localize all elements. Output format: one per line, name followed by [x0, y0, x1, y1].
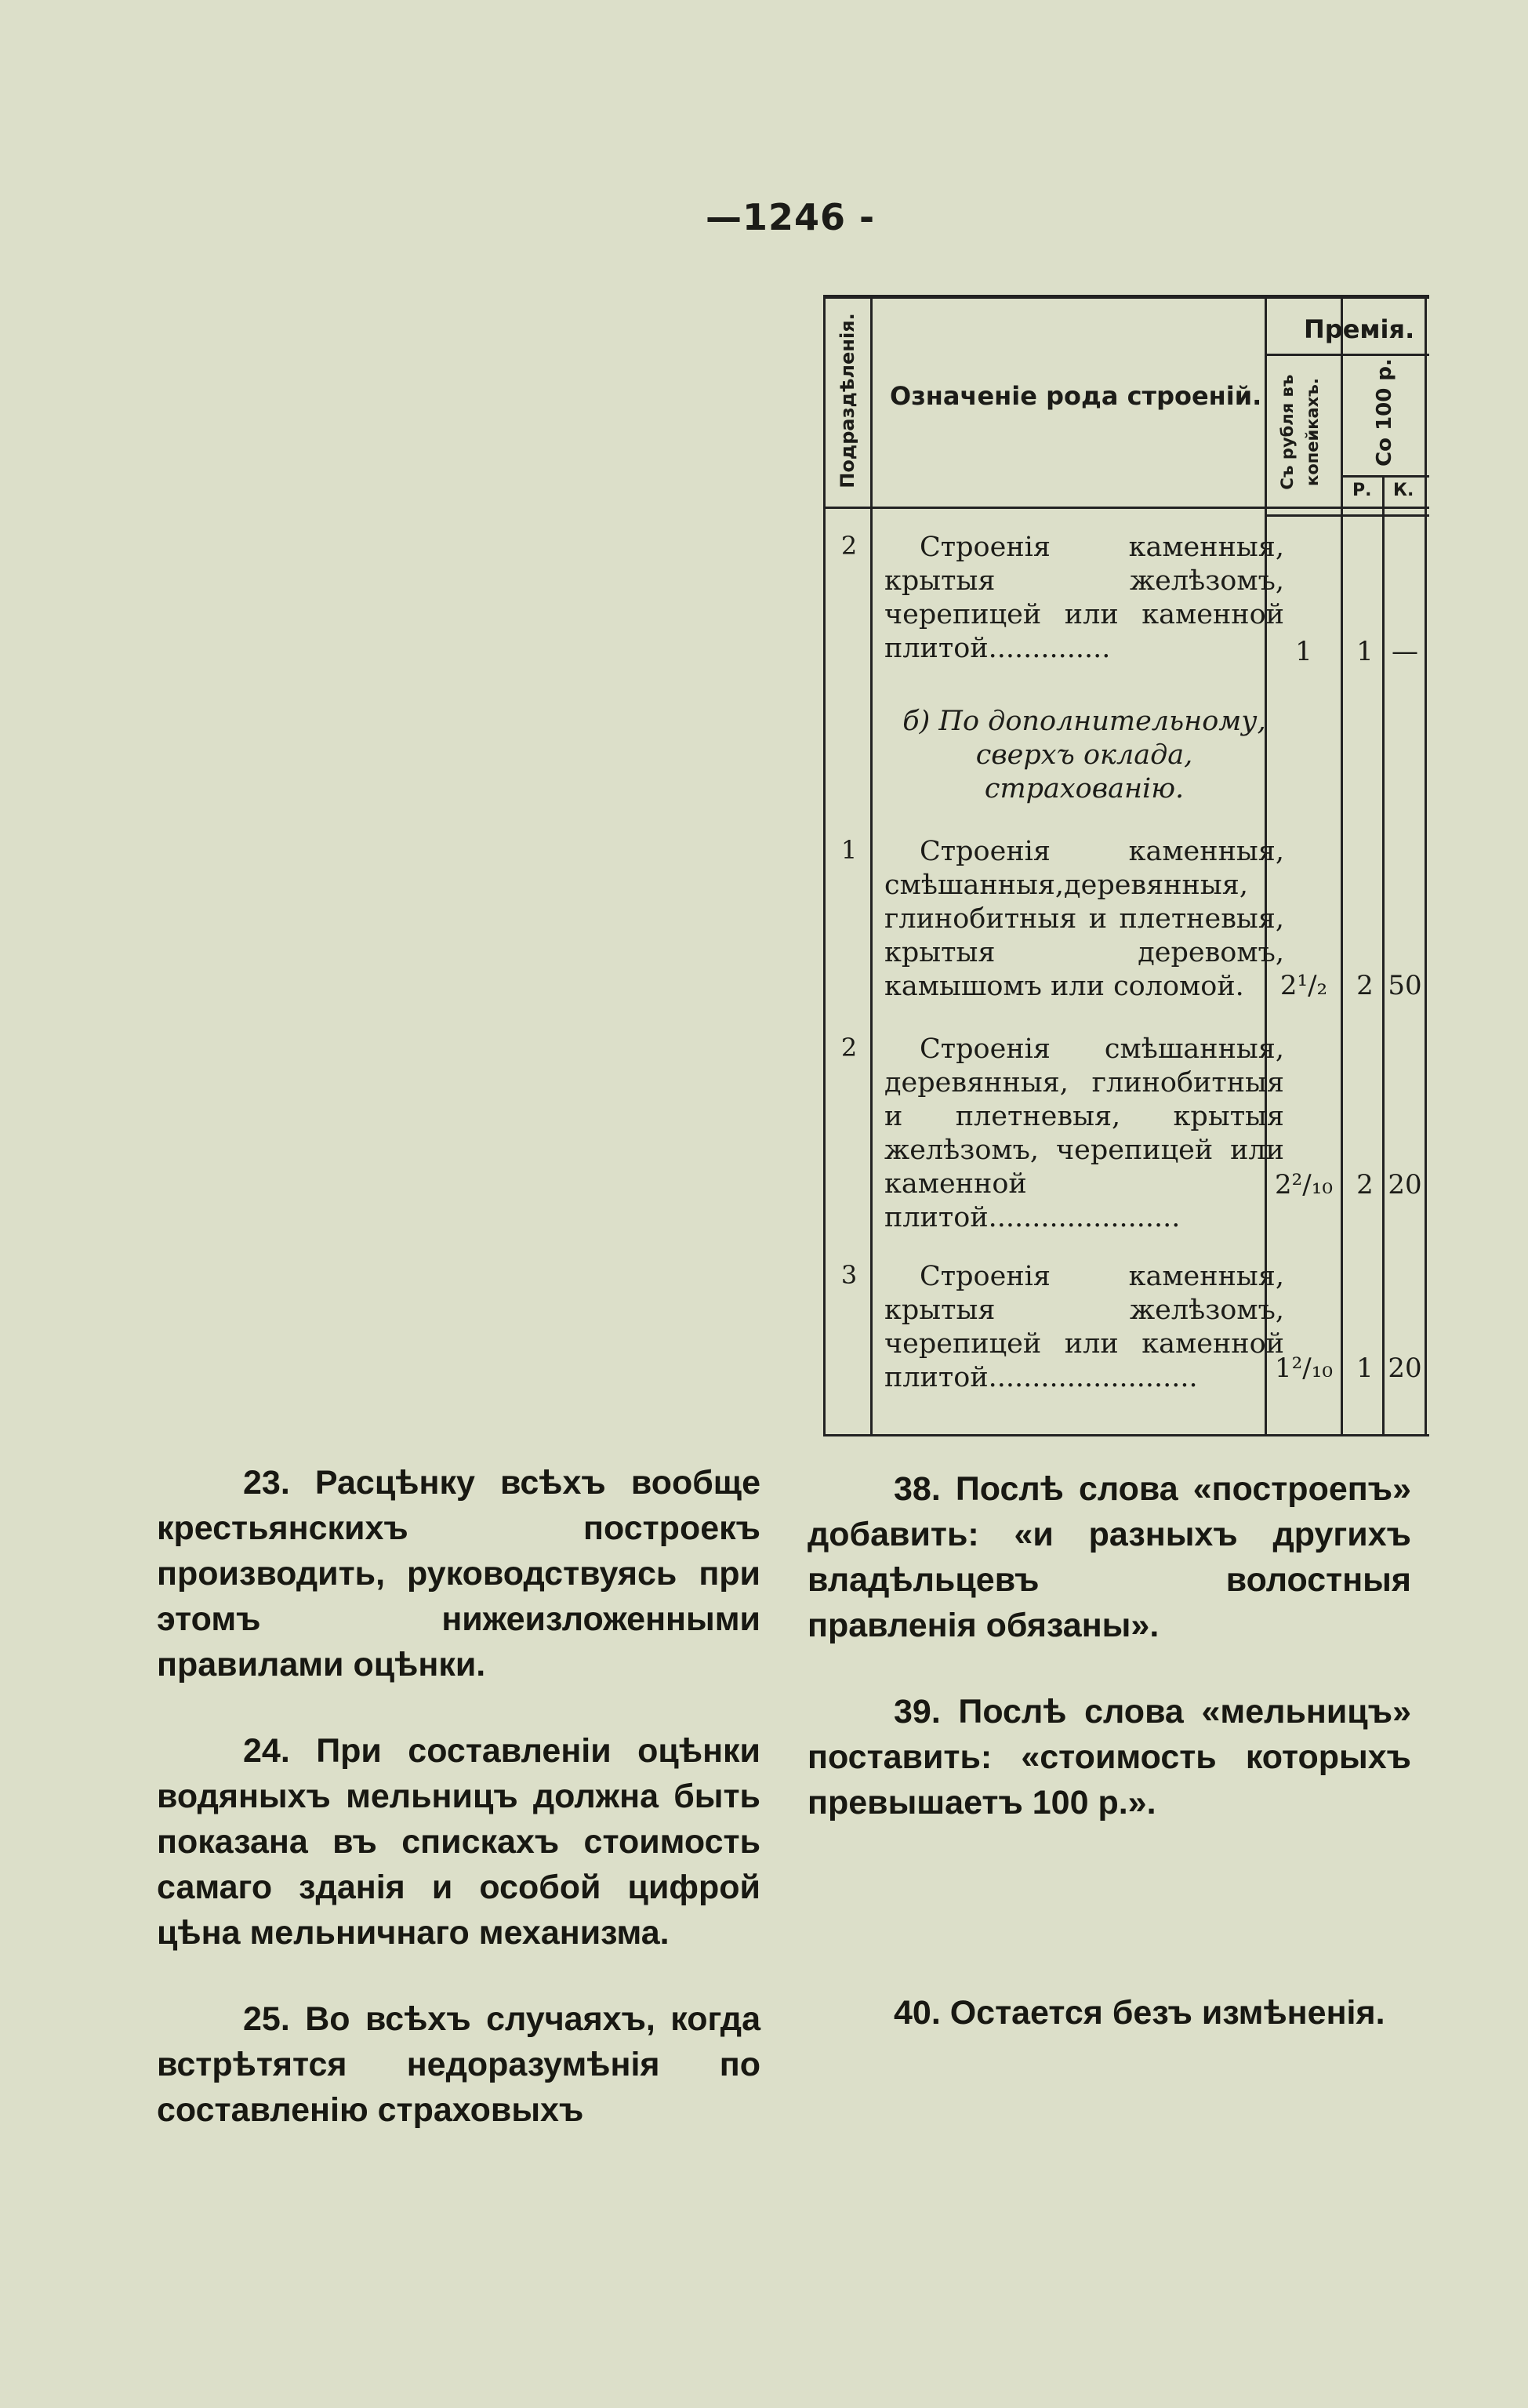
- article-38: 38. Послѣ слова «построепъ» добавить: «и разныхъ другихъ владѣльцевъ волостныя правленія обязаны».: [808, 1470, 1411, 1644]
- header-description: Означеніе рода строеній.: [890, 381, 1262, 411]
- row-per-ruble: 2¹/₂: [1279, 970, 1328, 1001]
- row-rub: 1: [1356, 636, 1374, 667]
- row-per-ruble: 1: [1295, 636, 1312, 667]
- article-39: 39. Послѣ слова «мельницъ» поставить: «стоимость которыхъ превышаетъ 100 р.».: [808, 1693, 1411, 1821]
- table-vline: [1425, 299, 1427, 1434]
- row-description: [884, 1033, 1284, 1235]
- left-column: [157, 1460, 760, 2174]
- row-rub: 2: [1356, 970, 1374, 1001]
- row-kop: 20: [1388, 1169, 1422, 1200]
- table-hline: [1265, 514, 1429, 517]
- row-number: 1: [840, 835, 858, 865]
- header-kop: К.: [1393, 481, 1414, 500]
- row-per-ruble: 2²/₁₀: [1275, 1169, 1333, 1200]
- row-kop: 20: [1388, 1353, 1422, 1384]
- table-vline: [1341, 299, 1343, 1434]
- header-per-ruble: Съ рубля въ копейкахъ.: [1278, 374, 1322, 490]
- row-description-text: Строенія каменныя, крытыя желѣзомъ, черепицей или каменной плитой........................: [884, 1261, 1284, 1393]
- row-kop: —: [1392, 636, 1418, 667]
- row-number: 2: [840, 531, 858, 561]
- page-number: —1246 -: [706, 196, 876, 238]
- article-23: 23. Расцѣнку всѣхъ вообще крестьянскихъ построекъ производить, руководствуясь при этомъ нижеизложенными правилами оцѣнки.: [157, 1464, 760, 1683]
- row-number: 3: [840, 1260, 858, 1290]
- right-column: [808, 1466, 1411, 2076]
- row-rub: 2: [1356, 1169, 1374, 1200]
- row-number: 2: [840, 1033, 858, 1062]
- row-description-text: Строенія каменныя, смѣшанныя,деревянныя, глинобитныя и плетневыя, крытыя деревомъ, камышомъ или соломой.: [884, 836, 1284, 1002]
- section-heading-text: б) По дополнительному, сверхъ оклада, страхованію.: [902, 706, 1266, 804]
- table-hline: [1341, 475, 1429, 478]
- row-description: [884, 531, 1284, 666]
- article-25: 25. Во всѣхъ случаяхъ, когда встрѣтятся недоразумѣнія по составленію страховыхъ: [157, 2000, 760, 2129]
- row-description-text: Строенія каменныя, крытыя желѣзомъ, черепицей или каменной плитой..............: [884, 532, 1284, 664]
- row-description-text: Строенія смѣшанныя, деревянныя, глинобитныя и плетневыя, крытыя желѣзомъ, черепицей или каменной плитой......................: [884, 1033, 1284, 1233]
- article-24: 24. При составленіи оцѣнки водяныхъ мельницъ должна быть показана въ спискахъ стоимость самаго зданія и особой цифрой цѣна мельничнаго механизма.: [157, 1732, 760, 1952]
- article-40: 40. Остается безъ измѣненія.: [894, 1994, 1385, 2032]
- bleed-through-text-left: [180, 470, 666, 1019]
- table-vline: [1382, 475, 1385, 1434]
- header-rub: Р.: [1352, 481, 1372, 500]
- table-hline: [826, 507, 1429, 509]
- table-hline: [1265, 354, 1429, 356]
- row-kop: 50: [1388, 970, 1422, 1001]
- row-per-ruble: 1²/₁₀: [1275, 1353, 1333, 1384]
- row-description: [884, 835, 1284, 1004]
- header-subdivision: Подраздѣленія.: [837, 313, 858, 489]
- header-premium: Премія.: [1304, 314, 1415, 344]
- row-description: [884, 1260, 1284, 1395]
- row-rub: 1: [1356, 1353, 1374, 1384]
- header-per-100: Со 100 р.: [1373, 358, 1396, 467]
- premium-table: [823, 295, 1429, 1436]
